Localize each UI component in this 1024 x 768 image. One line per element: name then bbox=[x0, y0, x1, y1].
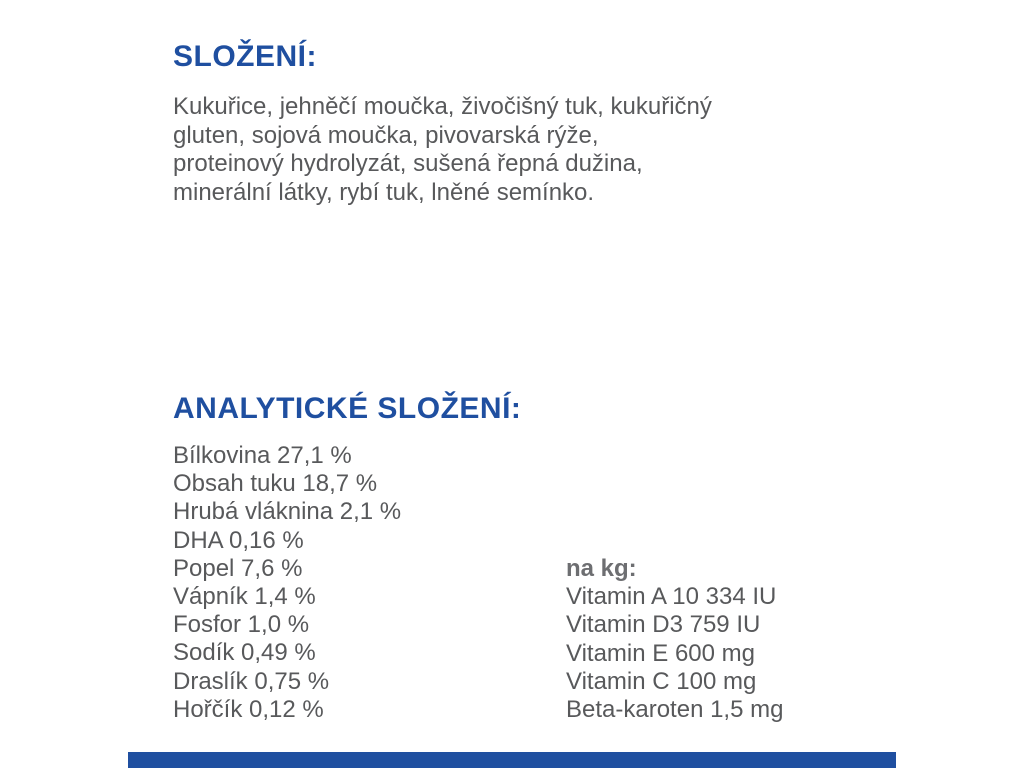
composition-line: gluten, sojová moučka, pivovarská rýže, bbox=[173, 121, 599, 149]
nutrient-item: Bílkovina 27,1 % bbox=[173, 442, 352, 469]
vitamin-item: Vitamin E 600 mg bbox=[566, 639, 755, 667]
vitamins-title: na kg: bbox=[566, 555, 637, 582]
composition-line: proteinový hydrolyzát, sušená řepná dužina, bbox=[173, 150, 643, 177]
nutrient-item: Sodík 0,49 % bbox=[173, 639, 316, 667]
composition-text bbox=[173, 93, 873, 207]
composition-line: Kukuřice, jehněčí moučka, živočišný tuk, kukuřičný bbox=[173, 93, 712, 120]
composition-line: minerální látky, rybí tuk, lněné semínko. bbox=[173, 178, 595, 206]
analytic-nutrient-list bbox=[173, 442, 401, 724]
analytic-composition-heading: ANALYTICKÉ SLOŽENÍ: bbox=[173, 392, 522, 425]
nutrient-item: Obsah tuku 18,7 % bbox=[173, 470, 378, 498]
nutrient-item: Draslík 0,75 % bbox=[173, 667, 330, 695]
vitamin-item: Vitamin D3 759 IU bbox=[566, 611, 761, 639]
nutrient-item: Fosfor 1,0 % bbox=[173, 611, 310, 639]
composition-heading: SLOŽENÍ: bbox=[173, 40, 317, 73]
nutrient-item: Popel 7,6 % bbox=[173, 554, 303, 582]
nutrient-item: Vápník 1,4 % bbox=[173, 583, 316, 611]
vitamin-item: Vitamin A 10 334 IU bbox=[566, 583, 777, 611]
vitamin-item: Beta-karoten 1,5 mg bbox=[566, 696, 784, 724]
nutrient-item: Hořčík 0,12 % bbox=[173, 695, 324, 723]
vitamins-per-kg-list bbox=[566, 555, 783, 724]
vitamin-item: Vitamin C 100 mg bbox=[566, 667, 757, 695]
footer-accent-bar bbox=[128, 752, 896, 768]
nutrient-item: Hrubá vláknina 2,1 % bbox=[173, 498, 402, 526]
nutrient-item: DHA 0,16 % bbox=[173, 526, 304, 554]
